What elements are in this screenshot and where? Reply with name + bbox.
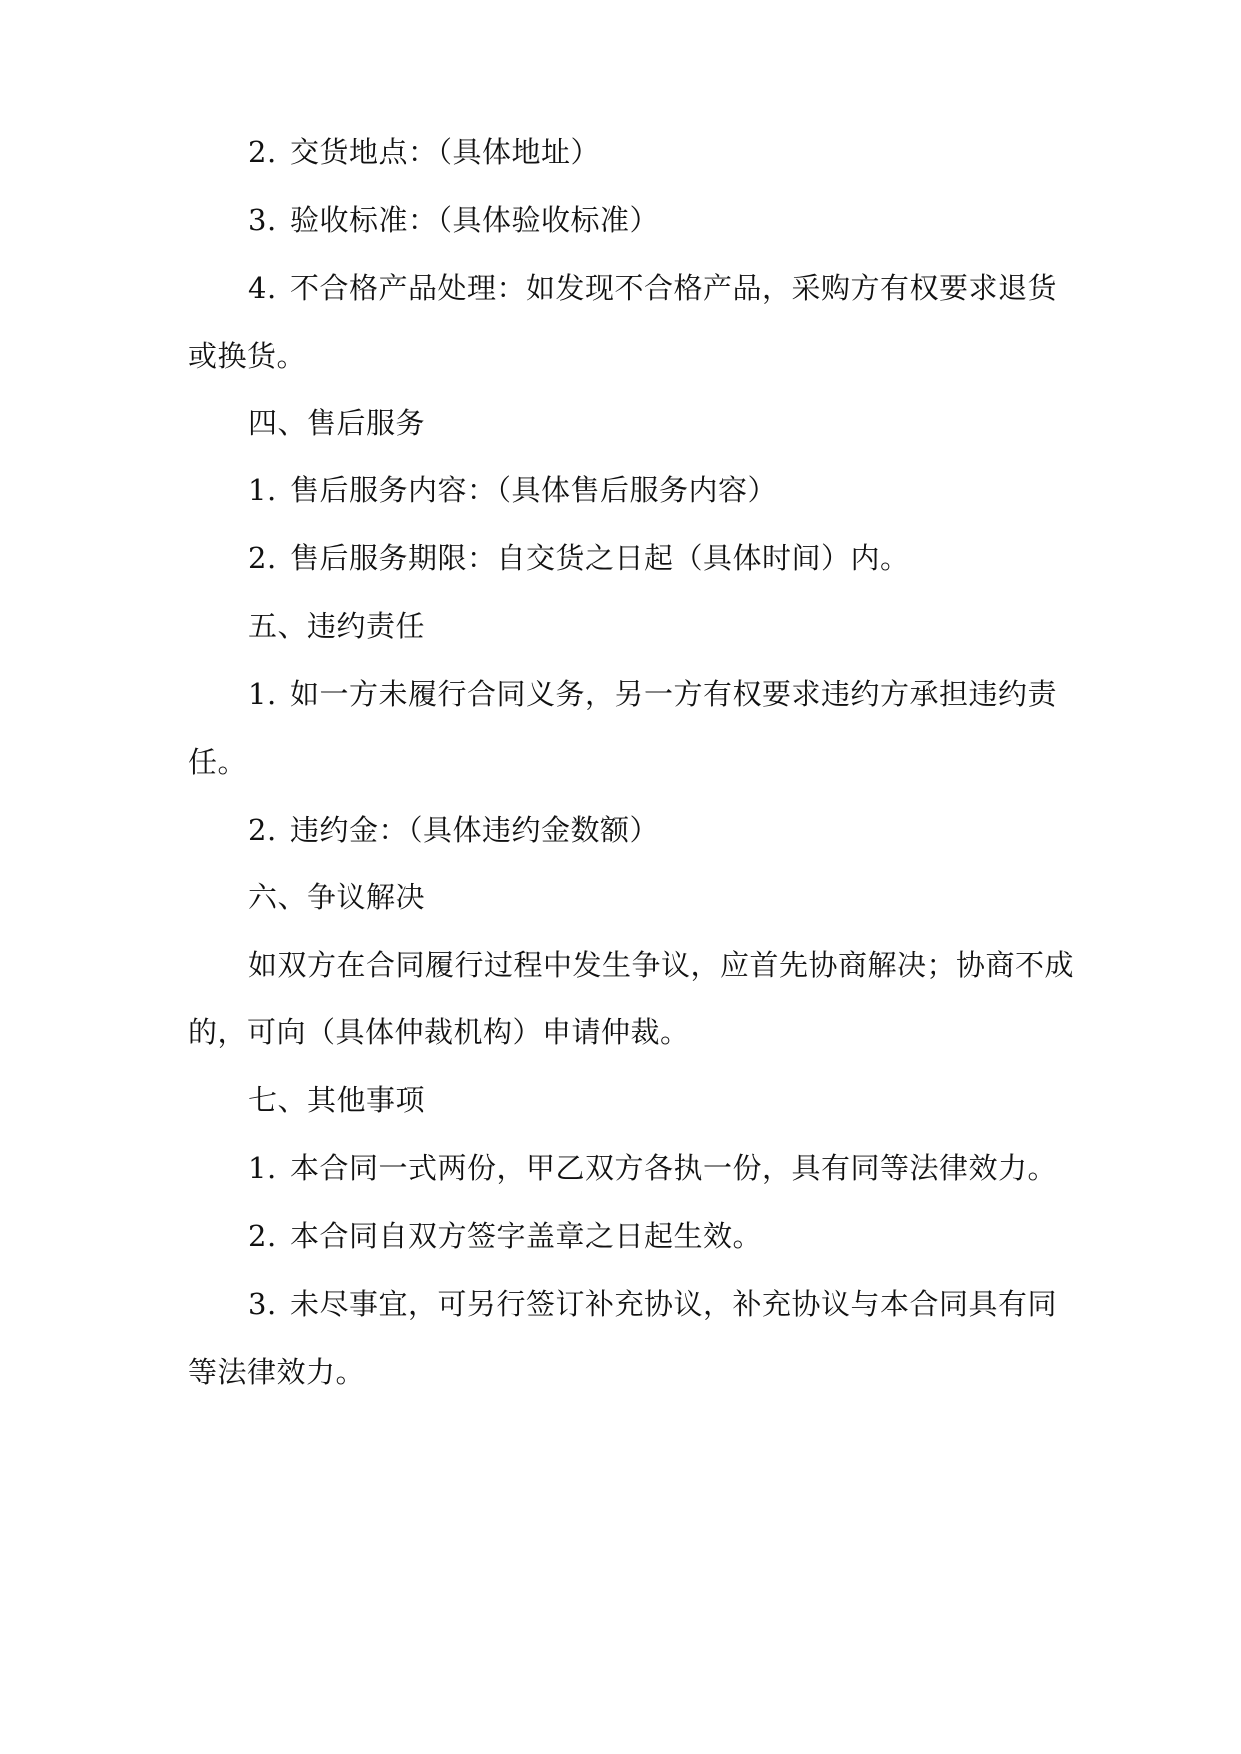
continuation-line bbox=[0, 1012, 1241, 1052]
clause-text: 验收标准：（具体验收标准） bbox=[290, 203, 660, 237]
paragraph-line bbox=[0, 945, 1241, 985]
section-heading bbox=[0, 1080, 1241, 1120]
clause-text: 或换货。 bbox=[188, 339, 307, 373]
section-title: 六、争议解决 bbox=[248, 880, 426, 914]
clause-line bbox=[0, 268, 1241, 308]
clause-text: 违约金：（具体违约金数额） bbox=[290, 813, 660, 847]
clause-number: 4. bbox=[248, 271, 277, 305]
clause-number: 2. bbox=[248, 813, 277, 847]
clause-text: 本合同一式两份，甲乙双方各执一份，具有同等法律效力。 bbox=[290, 1151, 1058, 1185]
clause-text: 等法律效力。 bbox=[188, 1355, 366, 1389]
clause-line bbox=[0, 470, 1241, 510]
clause-number: 3. bbox=[248, 1287, 277, 1321]
clause-number: 1. bbox=[248, 677, 277, 711]
clause-text: 本合同自双方签字盖章之日起生效。 bbox=[290, 1219, 763, 1253]
clause-text: 任。 bbox=[188, 745, 248, 779]
clause-number: 3. bbox=[248, 203, 277, 237]
section-title: 五、违约责任 bbox=[248, 609, 426, 643]
clause-number: 2. bbox=[248, 1219, 277, 1253]
clause-number: 1. bbox=[248, 473, 277, 507]
clause-line bbox=[0, 674, 1241, 714]
clause-number: 2. bbox=[248, 135, 277, 169]
clause-line bbox=[0, 1148, 1241, 1188]
clause-text: 未尽事宜，可另行签订补充协议，补充协议与本合同具有同 bbox=[290, 1287, 1058, 1321]
clause-line bbox=[0, 1216, 1241, 1256]
clause-number: 2. bbox=[248, 541, 277, 575]
paragraph-text: 的，可向（具体仲裁机构）申请仲裁。 bbox=[188, 1015, 690, 1049]
continuation-line bbox=[0, 336, 1241, 376]
clause-line bbox=[0, 1284, 1241, 1324]
clause-text: 交货地点：（具体地址） bbox=[290, 135, 601, 169]
section-heading bbox=[0, 403, 1241, 443]
paragraph-text: 如双方在合同履行过程中发生争议，应首先协商解决；协商不成 bbox=[248, 948, 1075, 982]
section-title: 四、售后服务 bbox=[248, 406, 426, 440]
section-heading bbox=[0, 877, 1241, 917]
clause-text: 如一方未履行合同义务，另一方有权要求违约方承担违约责 bbox=[290, 677, 1058, 711]
continuation-line bbox=[0, 742, 1241, 782]
clause-number: 1. bbox=[248, 1151, 277, 1185]
clause-line bbox=[0, 132, 1241, 172]
clause-line bbox=[0, 538, 1241, 578]
section-title: 七、其他事项 bbox=[248, 1083, 426, 1117]
clause-line bbox=[0, 810, 1241, 850]
clause-text: 售后服务期限：自交货之日起（具体时间）内。 bbox=[290, 541, 910, 575]
clause-text: 不合格产品处理：如发现不合格产品，采购方有权要求退货 bbox=[290, 271, 1058, 305]
continuation-line bbox=[0, 1352, 1241, 1392]
clause-line bbox=[0, 200, 1241, 240]
clause-text: 售后服务内容：（具体售后服务内容） bbox=[290, 473, 778, 507]
section-heading bbox=[0, 606, 1241, 646]
